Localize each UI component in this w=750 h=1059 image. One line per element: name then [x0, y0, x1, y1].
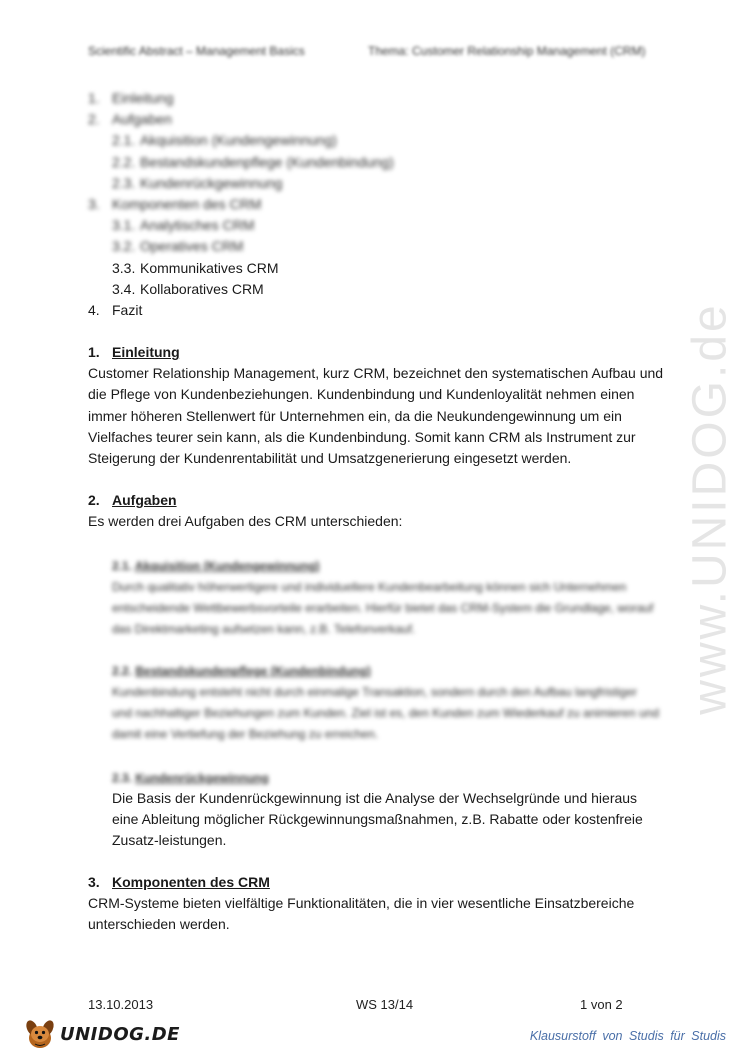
subsection-paragraph: Durch qualitativ höherwertigere und individuellere Kundenbearbeitung können sich Unternehmen entscheidende Wettbewerbsvorteile erarbeiten. Hierfür bietet das CRM-System die Grundlage, worauf das Direktmarketing aufsetzen kann, z.B. Telefonverkauf.	[112, 580, 654, 636]
section-heading: 1. Einleitung	[88, 344, 180, 360]
section-heading: 2. Aufgaben	[88, 492, 177, 508]
section-paragraph: Customer Relationship Management, kurz CRM, bezeichnet den systematischen Aufbau und die Pflege von Kundenbeziehungen. Kundenbindung und Kundenloyalität nehmen einen immer höheren Stellenwert für Unternehmen ein, da die Neukundengewinnung um ein Vielfaches teurer sein kann, als die Kundenbindung. Somit kann CRM als Instrument zur Steigerung der Kundenrentabilität und Umsatzgenerierung eingesetzt werden.	[88, 365, 664, 467]
toc-item: 3.2. Operatives CRM	[112, 238, 244, 255]
section-paragraph: CRM-Systeme bieten vielfältige Funktionalitäten, die in vier wesentliche Einsatzbereiche unterschieden werden.	[88, 895, 635, 933]
toc-item: 2. Aufgaben	[88, 111, 172, 128]
subsection-akquisition	[112, 556, 660, 640]
subsection-heading: 2.2. Bestandskundenpflege (Kundenbindung)	[112, 664, 371, 678]
subsection-heading: 2.1. Akquisition (Kundengewinnung)	[112, 559, 320, 573]
toc-item: 4. Fazit	[88, 301, 143, 318]
toc-item: 2.2. Bestandskundenpflege (Kundenbindung)	[112, 153, 394, 170]
section-komponenten	[88, 872, 668, 936]
subsection-heading: 2.3. Kundenrückgewinnung	[112, 771, 269, 785]
subsection-bestandskundenpflege	[112, 661, 660, 745]
watermark: www.UNIDOG.de	[683, 301, 737, 715]
unidog-logo	[22, 1016, 180, 1052]
header-right: Thema: Customer Relationship Management (CRM)	[368, 44, 646, 58]
toc-item: 3.1. Analytisches CRM	[112, 217, 255, 234]
footer-page-number: 1 von 2	[580, 997, 623, 1012]
section-einleitung	[88, 342, 668, 469]
header-left: Scientific Abstract – Management Basics	[88, 44, 305, 58]
section-aufgaben	[88, 490, 668, 532]
logo-text: UNIDOG.DE	[60, 1023, 180, 1045]
footer-semester: WS 13/14	[356, 997, 414, 1012]
footer-date: 13.10.2013	[88, 997, 154, 1012]
section-heading: 3. Komponenten des CRM	[88, 874, 270, 890]
toc-item: 3.4. Kollaboratives CRM	[112, 280, 264, 297]
section-paragraph: Es werden drei Aufgaben des CRM unterschieden:	[88, 513, 403, 530]
table-of-contents	[88, 88, 394, 321]
toc-item: 1. Einleitung	[88, 90, 174, 106]
subsection-paragraph: Kundenbindung entsteht nicht durch einmalige Transaktion, sondern durch den Aufbau langfristiger und nachhaltiger Beziehungen zum Kunden. Ziel ist es, den Kunden zum Wiederkauf zu animieren und damit eine Vertiefung der Beziehung zu erreichen.	[112, 685, 660, 741]
toc-item: 2.3. Kundenrückgewinnung	[112, 174, 283, 191]
toc-item: 2.1. Akquisition (Kundengewinnung)	[112, 132, 337, 149]
toc-item: 3.3. Kommunikatives CRM	[112, 259, 279, 276]
subsection-paragraph: Die Basis der Kundenrückgewinnung ist die Analyse der Wechselgründe und hieraus eine Ableitung möglicher Rückgewinnungsmaßnahmen, z.B. Rabatte oder kostenfreie Zusatz-leistungen.	[112, 790, 643, 849]
dog-icon	[22, 1016, 58, 1052]
toc-item: 3. Komponenten des CRM	[88, 195, 262, 212]
subsection-rueckgewinnung-heading	[112, 768, 660, 789]
brand-tagline: Klausurstoff von Studis für Studis	[529, 1029, 726, 1043]
